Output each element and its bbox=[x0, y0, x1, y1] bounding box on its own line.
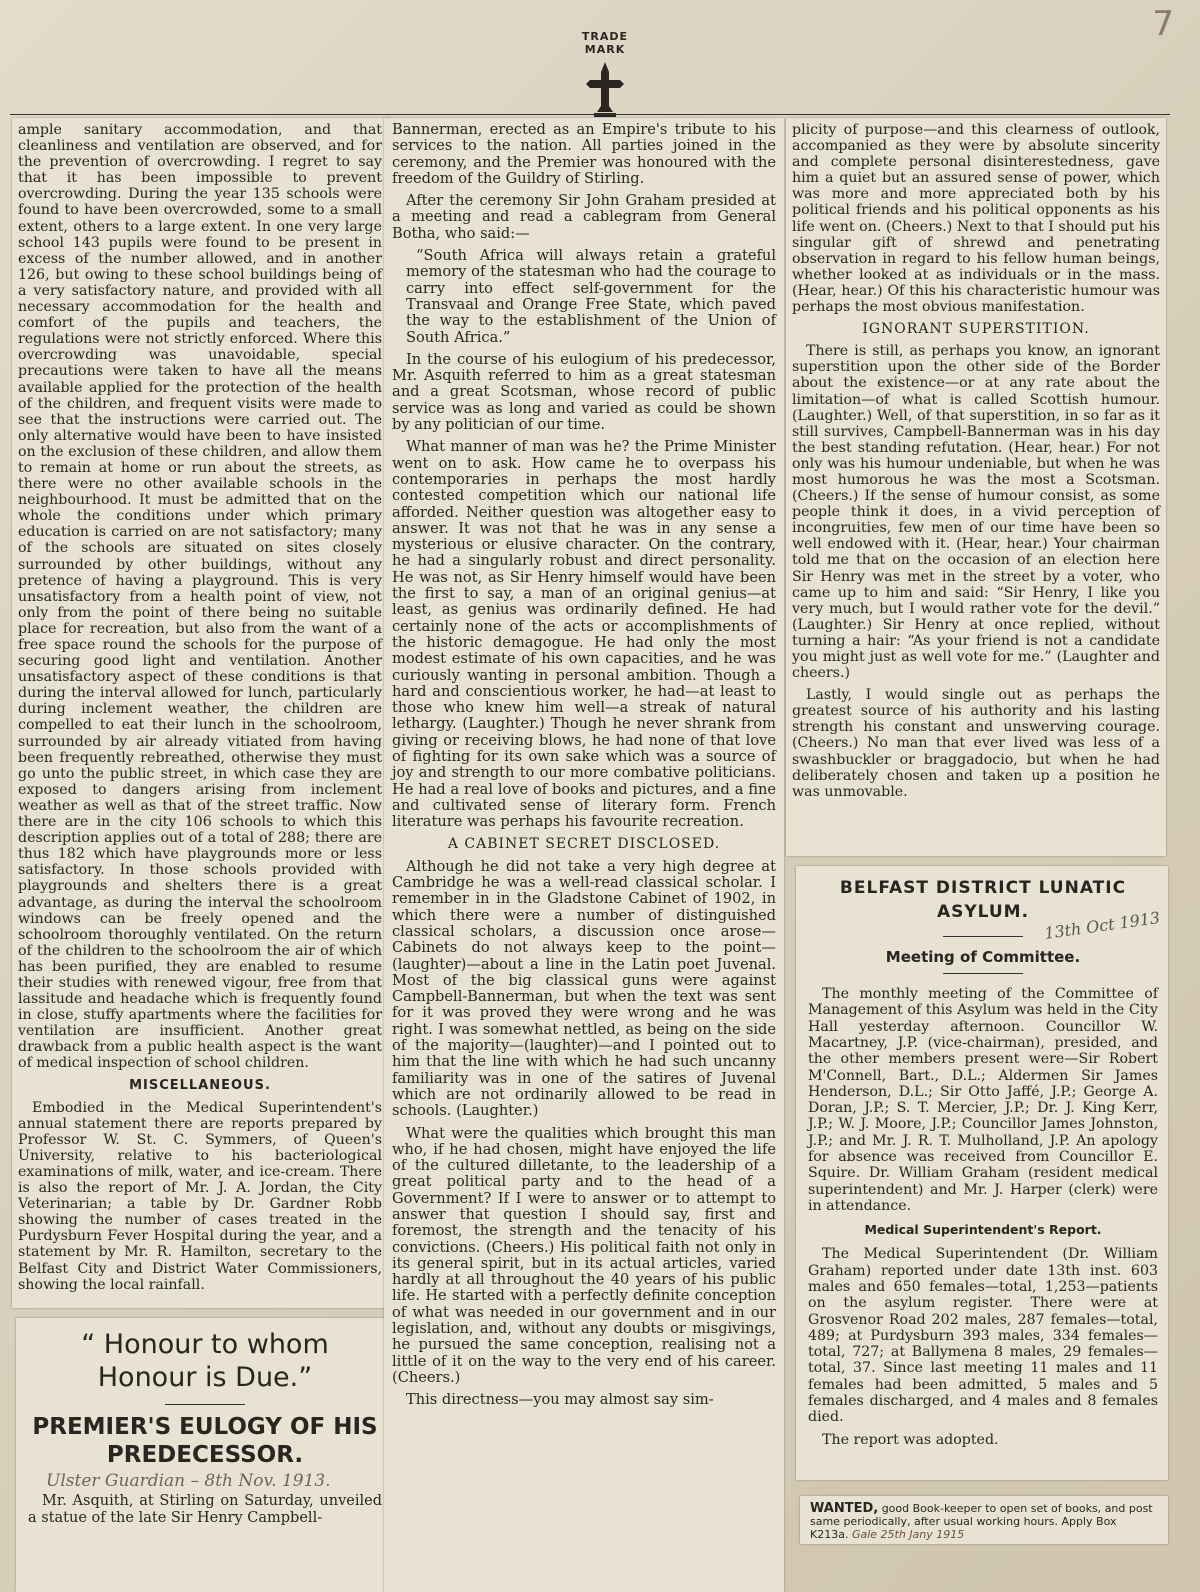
divider bbox=[943, 936, 1023, 937]
article-paragraph: ample sanitary accommodation, and that cleanliness and ventilation are observed, and for the prevention of overcrowding. I regret to say that it has been impossible to prevent overcrowding. During the year 135 schools were found to have been overcrowded, some to a small extent, others to a large extent. In one very large school 143 pupils were found to be present in excess of the number allowed, and in another 126, but owing to these school buildings being of a very satisfactory nature, and provided with all necessary accommodation for the health and comfort of the pupils and teachers, the regulations were not strictly enforced. Where this overcrowding was unavoidable, special precautions were taken to have all the means available applied for the protection of the health of the children, and frequent visits were made to see that the instructions were carried out. The only alternative would have been to have insisted on the exclusion of these children, and allow them to remain at home or run about the streets, as there were no other available schools in the neighbourhood. It must be admitted that on the whole the conditions under which primary education is carried on are not satisfactory; many of the schools are situated on sites closely surrounded by other buildings, without any pretence of having a playground. This is very unsatisfactory from a health point of view, not only from the point of there being no suitable place for recreation, but also from the want of a free space round the schools for the purpose of securing good light and ventilation. Another unsatisfactory aspect of these conditions is that during the interval allowed for lunch, particularly during inclement weather, the children are compelled to eat their lunch in the schoolroom, surrounded by air already vitiated from having been frequently rebreathed, otherwise they must go unto the public street, in which case they are exposed to dangers arising from inclement weather as well as that of the street traffic. Now there are in the city 106 schools to which this description applies out of a total of 288; there are thus 182 which have playgrounds more or less satisfactory. In those schools provided with playgrounds and shelters there is a great advantage, as during the interval the schoolroom windows can be freely opened and the schoolroom thoroughly ventilated. On the return of the children to the schoolroom the air of which has been purified, they are enabled to resume their studies with renewed vigour, free from that lassitude and headache which is frequently found in close, stuffy apartments where the facilities for ventilation are insufficient. Another great drawback from a public health aspect is the want of medical inspection of school children. bbox=[18, 122, 382, 1072]
handwritten-annotation: Ulster Guardian – 8th Nov. 1913. bbox=[46, 1471, 331, 1491]
wanted-advert-clipping bbox=[800, 1496, 1168, 1544]
divider bbox=[165, 1404, 245, 1405]
advert-text: good Book-keeper to open set of books, and post same periodically, after usual working hours. Apply Box K213a. bbox=[810, 1502, 1153, 1541]
article-paragraph: In the course of his eulogium of his predecessor, Mr. Asquith referred to him as a great statesman and a great Scotsman, whose record of public service was as long and varied as could be shown by any politician of our time. bbox=[392, 350, 776, 434]
article-paragraph: plicity of purpose—and this clearness of outlook, accompanied as they were by absolute sincerity and complete personal disinterestedness, gave him a quiet but an assured sense of power, which was more and more appreciated both by his political friends and his political opponents as his life went on. (Cheers.) Next to that I should put his singular gift of shrewd and penetrating observation in regard to his fellow human beings, whether looked at as individuals or in the mass. (Hear, hear.) Of this his characteristic humour was perhaps the most obvious manifestation. bbox=[792, 122, 1160, 316]
clipping-title: “ Honour to whom Honour is Due.” bbox=[81, 1329, 329, 1393]
page-number: 7 bbox=[1152, 4, 1174, 44]
clipping-subheading: Medical Superintendent's Report. bbox=[864, 1222, 1102, 1238]
clipping-headline: PREMIER'S EULOGY OF HIS PREDECESSOR. bbox=[32, 1414, 378, 1468]
school-report-clipping bbox=[12, 118, 390, 1308]
top-rule bbox=[10, 114, 1170, 115]
section-heading: IGNORANT SUPERSTITION. bbox=[862, 321, 1090, 338]
asylum-clipping bbox=[796, 866, 1168, 1480]
handwritten-annotation: Gale 25th Jany 1915 bbox=[851, 1528, 965, 1541]
divider bbox=[943, 973, 1023, 974]
article-paragraph: Although he did not take a very high degree at Cambridge he was a well-read classical scholar. I remember in in the Gladstone Cabinet of 1902, in which there were a number of distinguished classical scholars, a discussion once arose—Cabinets do not always keep to the point—(laughter)—about a line in the Latin poet Juvenal. Most of the big classical guns were against Campbell-Bannerman, but when the text was sent for it was proved they were wrong and he was right. I was somewhat nettled, as being on the side of the majority—(laughter)—and I pointed out to him that the line with which he had such uncanny familiarity was in one of the satires of Juvenal which are not ordinarily allowed to be read in schools. (Laughter.) bbox=[392, 857, 776, 1120]
article-paragraph: The report was adopted. bbox=[822, 1431, 999, 1448]
clipping-subheading: Meeting of Committee. bbox=[885, 948, 1081, 966]
article-paragraph: After the ceremony Sir John Graham presided at a meeting and read a cablegram from General Botha, who said:— bbox=[392, 192, 776, 242]
article-paragraph: Lastly, I would single out as perhaps the greatest source of his authority and his lasting strength his constant and unswerving courage. (Cheers.) No man that ever lived was less of a swashbuckler or braggadocio, but when he had deliberately chosen and taken up a position he was unmovable. bbox=[792, 687, 1160, 800]
cross-emblem-icon bbox=[580, 58, 630, 120]
trademark bbox=[560, 30, 650, 120]
eulogy-continuation-clipping bbox=[384, 118, 784, 1592]
article-paragraph: Embodied in the Medical Superintendent's annual statement there are reports prepared by Professor W. St. C. Symmers, of Queen's University, relative to his bacteriological examinations of milk, water, and ice-cream. There is also the report of Mr. J. A. Jordan, the City Veterinarian; a table by Dr. Gardner Robb showing the number of cases treated in the Purdysburn Fever Hospital during the year, and a statement by Mr. R. Hamilton, secretary to the Belfast City and District Water Commissioners, showing the local rainfall. bbox=[18, 1099, 382, 1293]
section-heading: MISCELLANEOUS. bbox=[129, 1077, 271, 1093]
article-paragraph: Mr. Asquith, at Stirling on Saturday, unveiled a statue of the late Sir Henry Campbell- bbox=[28, 1493, 382, 1527]
article-paragraph: The monthly meeting of the Committee of Management of this Asylum was held in the City Hall yesterday afternoon. Councillor W. Macartney, J.P. (vice-chairman), presided, and the other members present were—Sir Robert M'Connell, Bart., D.L.; Aldermen Sir James Henderson, D.L.; Sir Otto Jaffé, J.P.; George A. Doran, J.P.; S. T. Mercier, J.P.; Dr. J. King Kerr, J.P.; W. J. Moore, J.P.; Councillor James Johnston, J.P.; and Mr. J. R. T. Mulholland, J.P. An apology for absence was received from Councillor E. Squire. Dr. William Graham (resident medical superintendent) and Mr. J. Harper (clerk) were in attendance. bbox=[808, 986, 1158, 1214]
article-paragraph: Bannerman, erected as an Empire's tribute to his services to the nation. All parties joined in the ceremony, and the Premier was honoured with the freedom of the Guildry of Stirling. bbox=[392, 121, 776, 187]
advert-lead: WANTED, bbox=[810, 1501, 879, 1516]
handwritten-annotation: 13th Oct 1913 bbox=[1043, 907, 1162, 944]
article-paragraph: What were the qualities which brought this man who, if he had chosen, might have enjoyed the life of the cultured dilletante, to the leadership of a great political party and to the head of a Government? If I were to answer or to attempt to answer that question I should say, first and foremost, the strength and the tenacity of his convictions. (Cheers.) His political faith not only in its general spirit, but in its actual articles, varied hardly at all throughout the 40 years of his public life. He started with a perfectly definite conception of what was needed in our government and in our legislation, and, without any doubts or misgivings, he pursued the same conception, realising not a little of it on the way to the very end of his career. (Cheers.) bbox=[392, 1124, 776, 1386]
article-paragraph: There is still, as perhaps you know, an ignorant superstition upon the other side of the Border about the existence—or at any rate about the limitation—of what is called Scottish humour. (Laughter.) Well, of that superstition, in so far as it still survives, Campbell-Bannerman was in his day the best standing refutation. (Hear, hear.) For not only was his humour undeniable, but when he was most humorous he was the most a Scotsman. (Cheers.) If the sense of humour consist, as some people think it does, in a vivid perception of incongruities, few men of our time have been so well endowed with it. (Hear, hear.) Your chairman told me that on the occasion of an election here Sir Henry was met in the street by a voter, who came up to him and said: “Sir Henry, I like you very much, but I would rather vote for the devil.” (Laughter.) Sir Henry at once replied, without turning a hair: “As your friend is not a candidate you might just as well vote for me.” (Laughter and cheers.) bbox=[792, 343, 1160, 682]
botha-quote: “South Africa will always retain a grateful memory of the statesman who had the courage to carry into effect self-government for the Transvaal and Orange Free State, which paved the way to the establishment of the Union of South Africa.” bbox=[406, 247, 776, 346]
trademark-label: TRADE MARK bbox=[581, 30, 629, 56]
article-paragraph: The Medical Superintendent (Dr. William Graham) reported under date 13th inst. 603 males and 650 females—total, 1,253—patients on the asylum register. There were at Grosvenor Road 202 males, 287 females—total, 489; at Purdysburn 393 males, 334 females—total, 727; at Ballymena 8 males, 29 females—total, 37. Since last meeting 11 males and 11 females had been admitted, 5 males and 5 females discharged, and 4 males and 8 females died. bbox=[808, 1246, 1158, 1426]
honour-clipping bbox=[16, 1318, 392, 1592]
eulogy-end-clipping bbox=[786, 118, 1166, 856]
clipping-headline: BELFAST DISTRICT LUNATIC ASYLUM. bbox=[839, 878, 1127, 922]
section-heading: A CABINET SECRET DISCLOSED. bbox=[447, 836, 721, 853]
article-paragraph: This directness—you may almost say sim- bbox=[406, 1391, 714, 1409]
article-paragraph: What manner of man was he? the Prime Minister went on to ask. How came he to overpass his contemporaries in perhaps the most hardly contested competition which our national life afforded. Neither question was altogether easy to answer. It was not that he was in any sense a mysterious or elusive character. On the contrary, he had a singularly robust and direct personality. He was not, as Sir Henry himself would have been the first to say, a man of an original genius—at least, as genius was ordinarily defined. He had certainly none of the acts or accomplishments of the historic demagogue. He had only the most modest estimate of his own capacities, and he was curiously wanting in personal ambition. Though a hard and conscientious worker, he had—at least to those who knew him well—a streak of natural lethargy. (Laughter.) Though he never shrank from giving or receiving blows, he had none of that love of fighting for its own sake which was a source of joy and strength to our more combative politicians. He had a real love of books and pictures, and a fine and cultivated sense of literary form. French literature was perhaps his favourite recreation. bbox=[392, 438, 776, 831]
